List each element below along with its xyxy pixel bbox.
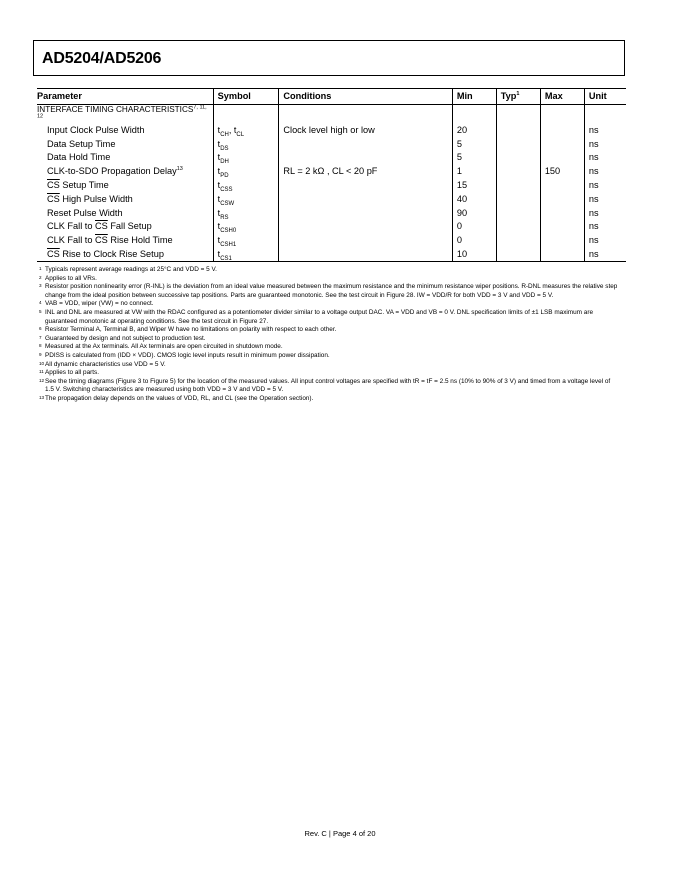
max-cell	[540, 192, 584, 206]
symbol-cell	[213, 192, 279, 206]
table-row	[37, 123, 626, 137]
parameter-name: Data Setup Time	[47, 138, 116, 149]
unit-cell: ns	[584, 151, 626, 165]
symbol-main: t	[217, 138, 221, 149]
footnote	[39, 275, 619, 284]
parameter-name: Setup Time	[59, 180, 109, 191]
typ-cell	[496, 164, 540, 178]
unit-cell: ns	[584, 247, 626, 261]
symbol-main: t	[217, 152, 221, 163]
conditions-cell: RL = 2 kΩ , CL < 20 pF	[279, 164, 452, 178]
min-cell: 1	[452, 164, 496, 178]
symbol-sub: CS1	[220, 255, 232, 262]
footnote-number: 6	[39, 326, 42, 332]
min-cell: 5	[452, 137, 496, 151]
table-row	[37, 220, 626, 234]
symbol-cell	[213, 164, 279, 178]
section-title	[37, 105, 213, 124]
title-box	[33, 40, 625, 76]
header-max: Max	[540, 89, 584, 105]
footnote-number: 1	[39, 266, 42, 271]
parameter-cell	[37, 164, 213, 178]
symbol-main: t	[217, 249, 221, 260]
parameter-cell	[37, 123, 213, 137]
symbol-sub: DH	[220, 159, 229, 166]
header-conditions: Conditions	[279, 89, 452, 105]
table-row	[37, 178, 626, 192]
footnote-number: 11	[39, 369, 44, 375]
parameter-prefix: CLK Fall to	[47, 235, 95, 246]
header-parameter: Parameter	[37, 89, 213, 105]
symbol-cell	[213, 178, 279, 192]
table-row	[37, 137, 626, 151]
symbol-cell	[213, 233, 279, 247]
max-cell	[540, 178, 584, 192]
footnote-number: 9	[39, 351, 42, 357]
footnote	[39, 352, 619, 361]
footnote-number: 8	[39, 343, 42, 349]
symbol-sub: CH	[220, 131, 229, 138]
footnote-number: 13	[39, 394, 45, 400]
typ-cell	[496, 247, 540, 261]
min-cell: 40	[452, 192, 496, 206]
parameter-name: Reset Pulse Width	[47, 207, 123, 218]
unit-cell: ns	[584, 206, 626, 220]
min-cell: 10	[452, 247, 496, 261]
symbol-cell	[213, 123, 279, 137]
footnote-number: 10	[39, 360, 45, 366]
symbol-sub-2: CL	[236, 131, 245, 138]
header-typ-footnote: 1	[516, 90, 520, 97]
footnote	[39, 335, 619, 344]
max-cell	[540, 233, 584, 247]
footnote	[39, 343, 619, 352]
unit-cell: ns	[584, 178, 626, 192]
parameter-prefix: CLK Fall to	[47, 221, 95, 232]
typ-cell	[496, 178, 540, 192]
parameter-name: CLK-to-SDO Propagation Delay	[47, 166, 177, 177]
footnote-text: Typicals represent average readings at 25°C and VDD = 5 V.	[45, 266, 217, 273]
table-row	[37, 151, 626, 165]
typ-cell	[496, 233, 540, 247]
spec-table	[37, 88, 626, 262]
footnote-text: VAB = VDD, wiper (VW) = no connect.	[45, 300, 154, 308]
doc-title: AD5204/AD5206	[42, 50, 162, 67]
unit-cell: ns	[584, 123, 626, 137]
footnote	[39, 283, 619, 300]
footnote-text: INL and DNL are measured at VW with the RDAC configured as a potentiometer divider similar to a voltage output DAC. VA = VDD and VB = 0 V. DNL specification limits of ±1 LSB maximum are guaranteed monotonic at operating conditions. See the test circuit in Figure 27.	[45, 308, 594, 325]
min-cell: 0	[452, 220, 496, 234]
min-cell: 0	[452, 233, 496, 247]
header-typ-label: Typ	[500, 91, 517, 101]
max-cell	[540, 247, 584, 261]
max-cell	[540, 151, 584, 165]
symbol-sub: CSH1	[220, 242, 237, 249]
symbol-sub: CSH0	[220, 228, 237, 235]
table-header-row	[37, 89, 626, 105]
footnote-text: Measured at the Ax terminals. All Ax terminals are open circuited in shutdown mode.	[45, 343, 283, 351]
symbol-sub: DS	[220, 145, 229, 152]
conditions-cell	[279, 247, 452, 261]
footnote-number: 4	[39, 300, 42, 306]
typ-cell	[496, 137, 540, 151]
conditions-cell: Clock level high or low	[279, 123, 452, 137]
symbol-cell	[213, 247, 279, 261]
cs-overbar: $\overline{CS}$	[47, 193, 60, 204]
symbol-sub: CSW	[220, 200, 235, 207]
parameter-cell	[37, 192, 213, 206]
max-cell	[540, 206, 584, 220]
min-cell: 5	[452, 151, 496, 165]
cs-overbar: $\overline{CS}$	[47, 180, 60, 191]
section-footnote: 7, 11, 12	[37, 104, 207, 120]
footnote-text: Resistor position nonlinearity error (R-INL) is the deviation from an ideal value measured between the maximum resistance and the minimum resistance wiper positions. R-DNL measures the relative step change from the ideal position between successive tap positions. Parts are guaranteed monotonic. See the test circuit in Figure 28. IW = VDD/R for both VDD = 3 V and VDD = 5 V.	[45, 283, 618, 299]
parameter-cell	[37, 233, 213, 247]
symbol-main: t	[217, 180, 221, 191]
unit-cell: ns	[584, 233, 626, 247]
footnote-number: 5	[39, 308, 42, 314]
cs-overbar: $\overline{CS}$	[95, 221, 108, 232]
header-typ	[496, 89, 540, 105]
footnote	[39, 395, 619, 404]
footnote-text: PDISS is calculated from (IDD × VDD). CMOS logic level inputs result in minimum power dissipation.	[45, 351, 330, 359]
footnote-text: See the timing diagrams (Figure 3 to Figure 5) for the location of the measured values. All input control voltages are specified with tR = tF = 2.5 ns (10% to 90% of 3 V) and timed from a voltage level of 1.5 V. Switching characteristics are measured using both VDD = 3 V and VDD = 5 V.	[45, 377, 611, 394]
footnote-number: 12	[39, 377, 45, 383]
parameter-name: Fall Setup	[107, 221, 152, 232]
footnote-text: Guaranteed by design and not subject to production test.	[45, 334, 206, 342]
symbol-main-2: , t	[228, 124, 237, 135]
parameter-footnote: 13	[176, 166, 183, 173]
min-cell: 15	[452, 178, 496, 192]
cs-overbar: $\overline{CS}$	[47, 249, 60, 260]
footnote-text: Applies to all VRs.	[45, 274, 97, 282]
symbol-sub: CSS	[220, 186, 233, 193]
table-row	[37, 192, 626, 206]
parameter-name: High Pulse Width	[59, 193, 133, 204]
max-cell: 150	[540, 164, 584, 178]
footnote	[39, 266, 619, 275]
symbol-main: t	[217, 221, 221, 232]
max-cell	[540, 123, 584, 137]
conditions-cell	[279, 137, 452, 151]
typ-cell	[496, 220, 540, 234]
parameter-name: Input Clock Pulse Width	[47, 124, 145, 135]
conditions-cell	[279, 178, 452, 192]
footnote-text: Resistor Terminal A, Terminal B, and Wiper W have no limitations on polarity with respect to each other.	[45, 326, 337, 334]
min-cell: 90	[452, 206, 496, 220]
max-cell	[540, 137, 584, 151]
symbol-main: t	[217, 235, 221, 246]
unit-cell: ns	[584, 137, 626, 151]
conditions-cell	[279, 206, 452, 220]
header-symbol: Symbol	[213, 89, 279, 105]
unit-cell: ns	[584, 192, 626, 206]
parameter-name: Data Hold Time	[47, 152, 111, 163]
unit-cell: ns	[584, 164, 626, 178]
max-cell	[540, 220, 584, 234]
table-row	[37, 164, 626, 178]
min-cell: 20	[452, 123, 496, 137]
footnote-text: All dynamic characteristics use VDD = 5 V.	[45, 360, 166, 368]
section-label: INTERFACE TIMING CHARACTERISTICS	[37, 105, 194, 114]
symbol-cell	[213, 151, 279, 165]
unit-cell: ns	[584, 220, 626, 234]
parameter-cell	[37, 206, 213, 220]
parameter-cell	[37, 178, 213, 192]
symbol-sub: RS	[220, 214, 229, 221]
footnote	[39, 300, 619, 309]
parameter-cell	[37, 247, 213, 261]
footnote	[39, 369, 619, 378]
parameter-cell	[37, 151, 213, 165]
footnote-text: The propagation delay depends on the values of VDD, RL, and CL (see the Operation section).	[45, 394, 314, 402]
symbol-cell	[213, 206, 279, 220]
symbol-main: t	[217, 207, 221, 218]
header-unit: Unit	[584, 89, 626, 105]
symbol-cell	[213, 137, 279, 151]
parameter-name: Rise to Clock Rise Setup	[59, 249, 164, 260]
footnotes	[39, 266, 619, 404]
parameter-cell	[37, 137, 213, 151]
table-row	[37, 206, 626, 220]
conditions-cell	[279, 220, 452, 234]
table-row	[37, 233, 626, 247]
header-min: Min	[452, 89, 496, 105]
cs-overbar: $\overline{CS}$	[95, 235, 108, 246]
conditions-cell	[279, 192, 452, 206]
footnote-number: 3	[39, 283, 42, 289]
section-row	[37, 105, 626, 124]
parameter-name: Rise Hold Time	[107, 235, 173, 246]
footnote	[39, 378, 619, 395]
footnote-number: 2	[39, 274, 42, 280]
footnote	[39, 361, 619, 370]
conditions-cell	[279, 233, 452, 247]
page-footer: Rev. C | Page 4 of 20	[304, 829, 376, 838]
symbol-main: t	[217, 193, 221, 204]
footnote-text: Applies to all parts.	[45, 369, 99, 377]
typ-cell	[496, 206, 540, 220]
typ-cell	[496, 192, 540, 206]
footnote	[39, 326, 619, 335]
parameter-cell	[37, 220, 213, 234]
typ-cell	[496, 151, 540, 165]
symbol-cell	[213, 220, 279, 234]
symbol-sub: PD	[220, 173, 229, 180]
footnote-number: 7	[39, 334, 42, 340]
table-row	[37, 247, 626, 261]
symbol-main: t	[217, 124, 221, 135]
typ-cell	[496, 123, 540, 137]
symbol-main: t	[217, 166, 221, 177]
conditions-cell	[279, 151, 452, 165]
footnote	[39, 309, 619, 326]
